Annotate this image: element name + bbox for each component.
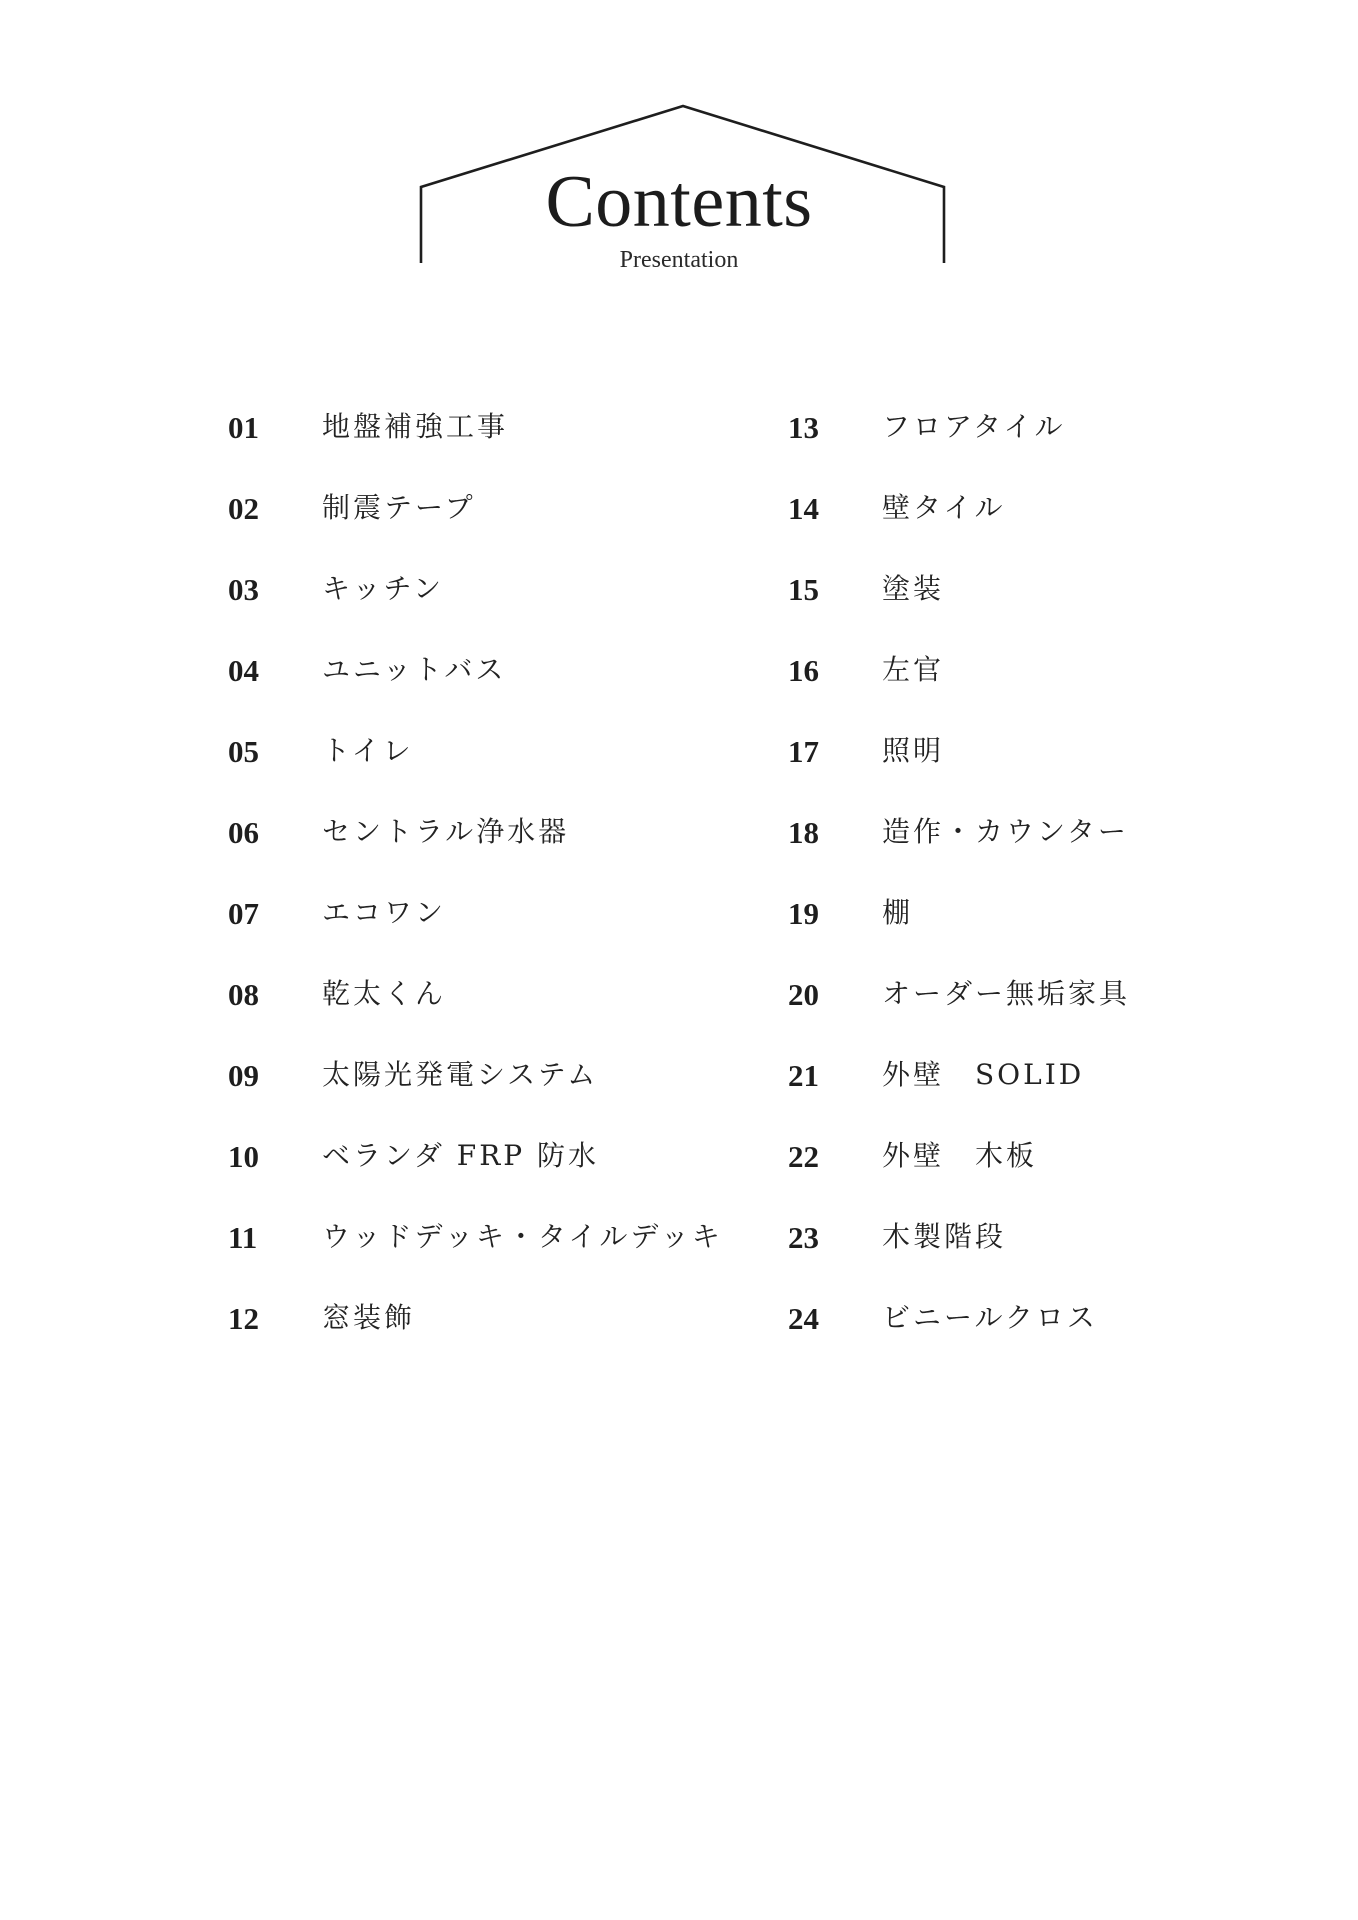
toc-item-label: ビニールクロス bbox=[882, 1301, 1098, 1334]
toc-item-label: 制震テープ bbox=[322, 491, 476, 524]
toc-item-number: 10 bbox=[228, 1139, 259, 1174]
toc-item-label: ベランダ FRP 防水 bbox=[322, 1139, 600, 1172]
toc-item-number: 11 bbox=[228, 1220, 258, 1255]
toc-item-label: ユニットバス bbox=[322, 653, 507, 686]
toc-item-label: 壁タイル bbox=[882, 491, 1006, 524]
toc-item-label: 地盤補強工事 bbox=[322, 410, 509, 443]
toc-item-number: 24 bbox=[788, 1301, 819, 1336]
toc-item-label: 太陽光発電システム bbox=[322, 1058, 599, 1091]
toc-item-number: 12 bbox=[228, 1301, 259, 1336]
toc-item-number: 01 bbox=[228, 410, 259, 445]
toc-item-number: 15 bbox=[788, 572, 819, 607]
toc-item-number: 21 bbox=[788, 1058, 819, 1093]
toc-item-number: 14 bbox=[788, 491, 819, 526]
toc-item-label: キッチン bbox=[322, 572, 445, 605]
toc-item-number: 22 bbox=[788, 1139, 819, 1174]
toc-item-label: 外壁 SOLID bbox=[882, 1058, 1085, 1091]
toc-item-number: 09 bbox=[228, 1058, 259, 1093]
toc-item-number: 16 bbox=[788, 653, 819, 688]
toc-item-label: オーダー無垢家具 bbox=[882, 977, 1131, 1010]
toc-item-label: 木製階段 bbox=[882, 1220, 1007, 1253]
toc-item-number: 20 bbox=[788, 977, 819, 1012]
toc-item-label: 棚 bbox=[882, 896, 914, 929]
toc-item-number: 23 bbox=[788, 1220, 819, 1255]
toc-item-number: 08 bbox=[228, 977, 259, 1012]
toc-item-number: 06 bbox=[228, 815, 259, 850]
toc-item-number: 03 bbox=[228, 572, 259, 607]
toc-item-number: 04 bbox=[228, 653, 259, 688]
toc-item-number: 02 bbox=[228, 491, 259, 526]
toc-item-label: 窓装飾 bbox=[322, 1301, 416, 1334]
toc-item-label: 塗装 bbox=[882, 572, 945, 605]
toc-item-number: 13 bbox=[788, 410, 819, 445]
page-subtitle: Presentation bbox=[619, 247, 739, 273]
toc-item-label: ウッドデッキ・タイルデッキ bbox=[322, 1220, 723, 1253]
toc-item-number: 19 bbox=[788, 896, 819, 931]
toc-item-number: 07 bbox=[228, 896, 259, 931]
toc-item-label: トイレ bbox=[322, 734, 414, 767]
toc-item-label: 左官 bbox=[882, 653, 945, 686]
toc-item-label: 造作・カウンター bbox=[882, 815, 1129, 848]
toc-item-label: エコワン bbox=[322, 896, 447, 929]
toc-item-number: 05 bbox=[228, 734, 259, 769]
toc-item-label: 乾太くん bbox=[322, 977, 447, 1010]
toc-item-label: フロアタイル bbox=[882, 410, 1066, 443]
toc-item-number: 17 bbox=[788, 734, 819, 769]
page-title: Contents bbox=[545, 161, 813, 243]
toc-item-label: 照明 bbox=[882, 734, 945, 767]
toc-item-label: セントラル浄水器 bbox=[322, 815, 570, 848]
toc-item-number: 18 bbox=[788, 815, 819, 850]
toc-item-label: 外壁 木板 bbox=[882, 1139, 1038, 1172]
